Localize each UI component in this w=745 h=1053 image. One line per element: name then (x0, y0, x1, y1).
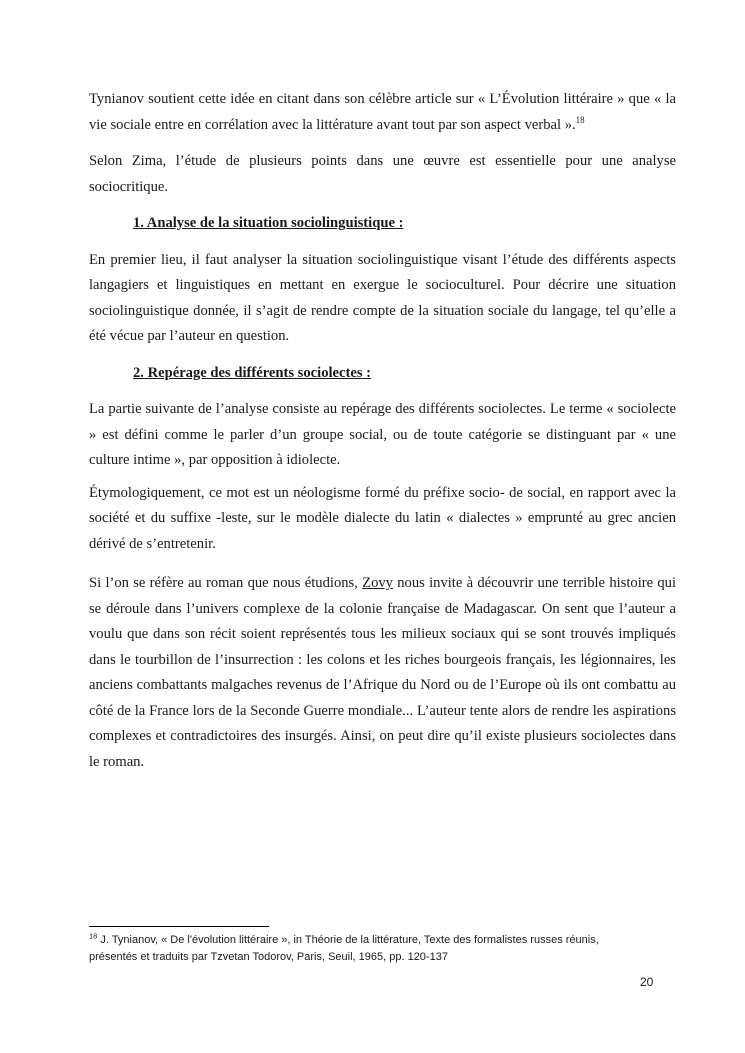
section-heading-sociolinguistic: 1. Analyse de la situation sociolinguistique : (133, 215, 404, 231)
footnote-text: J. Tynianov, « De l'évolution littéraire », in Théorie de la littérature, Texte des formalistes russes réunis, présentés et traduits par Tzvetan Todorov, Paris, Seuil, 1965, pp. 120-137 (89, 934, 599, 963)
paragraph-sociolinguistic: En premier lieu, il faut analyser la situation sociolinguistique visant l’étude des différents aspects langagiers et linguistiques en mettant en exergue le socioculturel. Pour décrire une situation sociolinguistique donnée, il s’agit de rendre compte de la situation sociale du langage, tel qu’elle a été vécue par l’auteur en question. (89, 251, 676, 344)
page-number: 20 (640, 975, 654, 989)
paragraph-sociolecte-definition: La partie suivante de l’analyse consiste au repérage des différents sociolectes. Le terme « sociolecte » est défini comme le parler d’un groupe social, ou de toute catégorie se distinguant par « une culture intime », par opposition à idiolecte. (89, 401, 676, 468)
paragraph-zima: Selon Zima, l’étude de plusieurs points dans une œuvre est essentielle pour une analyse sociocritique. (89, 153, 676, 195)
paragraph-zovy (89, 571, 676, 775)
footnote (89, 932, 649, 966)
novel-title-zovy: Zovy (362, 575, 393, 591)
paragraph-etymology: Étymologiquement, ce mot est un néologisme formé du préfixe socio- de social, en rapport avec la société et du suffixe -leste, sur le modèle dialecte du latin « dialectes » emprunté au grec ancien dérivé de s’entretenir. (89, 484, 676, 552)
footnote-separator (89, 926, 269, 927)
section-heading-sociolectes: 2. Repérage des différents sociolectes : (133, 364, 372, 381)
paragraph-zovy-intro: Si l’on se réfère au roman que nous étudions, (89, 575, 363, 591)
paragraph-zovy-body: nous invite à découvrir une terrible histoire qui se déroule dans l’univers complexe de la colonie française de Madagascar. On sent que l’auteur a voulu que dans son récit soient représentés tous les milieux sociaux qui se sont trouvés impliqués dans le tourbillon de l’insurrection : les colons et les riches bourgeois français, les légionnaires, les anciens combattants malgaches revenus de l’Afrique du Nord ou de l’Europe où ils ont combattu au côté de la France lors de la Seconde Guerre mondiale... L’auteur tente alors de rendre les aspirations complexes et contradictoires des insurgés. Ainsi, on peut dire qu’il existe plusieurs sociolectes dans le roman. (89, 575, 677, 770)
page-body (89, 87, 676, 775)
footnote-reference[interactable]: 18 (575, 114, 585, 125)
paragraph-tynianov-text: Tynianov soutient cette idée en citant dans son célèbre article sur « L’Évolution littéraire » que « la vie sociale entre en corrélation avec la littérature avant tout par son aspect verbal ». (89, 91, 676, 133)
footnote-number: 18 (89, 931, 98, 941)
paragraph-tynianov (89, 87, 676, 138)
